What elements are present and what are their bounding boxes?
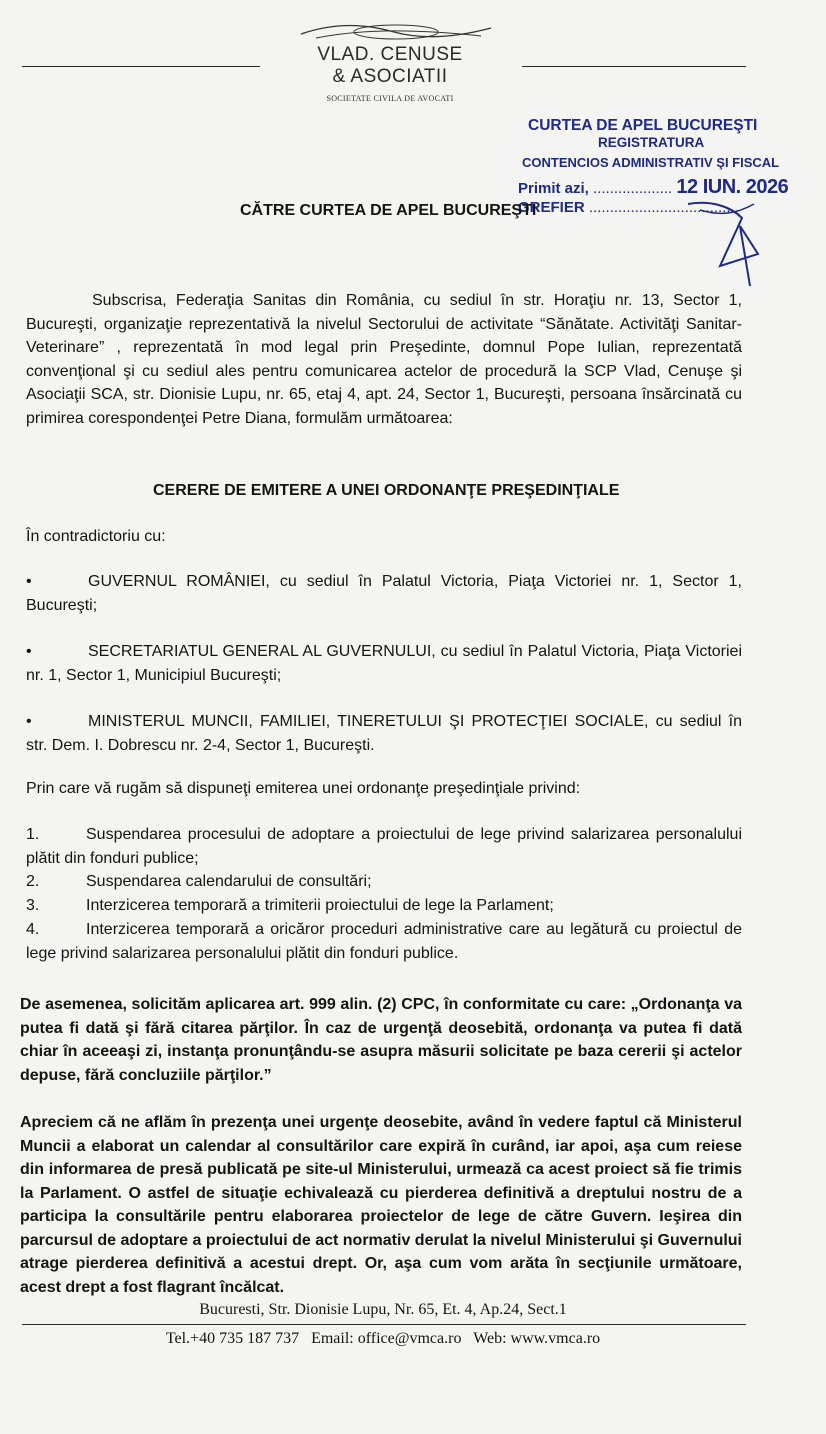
stamp-section: CONTENCIOS ADMINISTRATIV ŞI FISCAL bbox=[522, 155, 780, 170]
footer-tel: Tel.+40 735 187 737 bbox=[165, 1330, 300, 1347]
firm-name-line2: & ASOCIATII bbox=[332, 66, 448, 87]
request-intro: Prin care vă rugăm să dispuneţi emiterea unei ordonanţe preşedinţiale privind: bbox=[26, 780, 581, 797]
party-text: SECRETARIATUL GENERAL AL GUVERNULUI, cu sediul în Palatul Victoria, Piaţa Victoriei nr. 1, Sector 1, Municipiul Bucureşti; bbox=[26, 643, 742, 684]
party-text: MINISTERUL MUNCII, FAMILIEI, TINERETULUI ŞI PROTECŢIEI SOCIALE, cu sediul în str. Dem. I. Dobrescu nr. 2-4, Sector 1, Bucureşti. bbox=[26, 713, 742, 754]
request-text: Suspendarea procesului de adoptare a proiectului de lege privind salarizarea personalului plătit din fonduri publice; bbox=[26, 826, 742, 867]
request-item bbox=[26, 918, 742, 965]
party-text: GUVERNUL ROMÂNIEI, cu sediul în Palatul Victoria, Piaţa Victoriei nr. 1, Sector 1, Bucureşti; bbox=[26, 573, 742, 614]
firm-type: SOCIETATE CIVILA DE AVOCATI bbox=[326, 94, 454, 103]
firm-logo-flourish bbox=[296, 20, 496, 44]
stamp-received: Primit azi, ................... 12 IUN. 2026 bbox=[518, 176, 789, 198]
party-item bbox=[26, 710, 742, 757]
request-text: Interzicerea temporară a trimiterii proiectului de lege la Parlament; bbox=[86, 897, 554, 914]
party-item bbox=[26, 570, 742, 617]
request-text: Suspendarea calendarului de consultări; bbox=[86, 873, 372, 890]
header-rule-left bbox=[22, 66, 260, 67]
request-item bbox=[26, 894, 742, 918]
request-number: 2. bbox=[26, 873, 40, 890]
clerk-signature bbox=[680, 196, 770, 296]
footer-address: Bucuresti, Str. Dionisie Lupu, Nr. 65, Et. 4, Ap.24, Sect.1 bbox=[199, 1301, 567, 1318]
footer-web[interactable]: Web: www.vmca.ro bbox=[473, 1330, 601, 1347]
stamp-registry: REGISTRATURA bbox=[598, 135, 705, 150]
firm-name-line1: VLAD. CENUSE bbox=[317, 44, 463, 65]
bullet: • bbox=[26, 643, 32, 660]
stamp-clerk-label: GREFIER bbox=[518, 199, 585, 216]
footer-contacts bbox=[0, 1330, 796, 1348]
request-number: 3. bbox=[26, 897, 40, 914]
footer-rule bbox=[22, 1324, 746, 1325]
request-text: Interzicerea temporară a oricăror proceduri administrative care au legătură cu proiectul de lege privind salarizarea personalului plătit din fonduri publice. bbox=[26, 921, 742, 962]
request-item bbox=[26, 823, 742, 870]
request-number: 1. bbox=[26, 826, 40, 843]
request-number: 4. bbox=[26, 921, 40, 938]
footer-email[interactable]: Email: office@vmca.ro bbox=[311, 1330, 462, 1347]
urgency-paragraph: Apreciem că ne aflăm în prezenţa unei urgenţe deosebite, având în vedere faptul că Ministerul Muncii a elaborat un calendar al consultărilor care expiră în curând, iar apoi, aşa cum reiese din informarea de presă publicată pe site-ul Ministerului, urmează ca acest proiect să fie trimis la Parlament. O astfel de situaţie echivalează cu pierderea definitivă a dreptului nostru de a participa la consultările pentru elaborarea proiectelor de lege de către Guvern. Ieşirea din parcursul de adoptare a proiectului de act normativ derulat la nivelul Ministerului şi Guvernului atrage pierderea definitivă a acestui drept. Or, aşa cum vom arăta în secţiunile următoare, acest drept a fost flagrant încălcat. bbox=[20, 1114, 742, 1296]
request-item bbox=[26, 870, 742, 894]
document-title: CERERE DE EMITERE A UNEI ORDONANŢE PREŞEDINŢIALE bbox=[153, 482, 620, 499]
bullet: • bbox=[26, 713, 32, 730]
stamp-received-label: Primit azi, bbox=[518, 180, 589, 197]
bullet: • bbox=[26, 573, 32, 590]
party-item bbox=[26, 640, 742, 687]
article-999-paragraph: De asemenea, solicităm aplicarea art. 999 alin. (2) CPC, în conformitate cu care: „Ordonanţa va putea fi dată şi fără citarea părţilor. În caz de urgenţă deosebită, ordonanţa va putea fi dată chiar în aceeaşi zi, instanţa pronunţându-se asupra măsurii solicitate pe baza cererii şi actelor depuse, fără concluziile părţilor.” bbox=[20, 996, 742, 1084]
stamp-date: 12 IUN. 2026 bbox=[676, 176, 789, 198]
intro-paragraph: Subscrisa, Federaţia Sanitas din România, cu sediul în str. Horaţiu nr. 13, Sector 1, Bucureşti, organizaţie reprezentativă la nivelul Sectorului de activitate “Sănătate. Activităţi Sanitar-Veterinare” , reprezentată în mod legal prin Preşedinte, domnul Pope Iulian, reprezentată convenţional şi cu sediul ales pentru comunicarea actelor de procedură la SCP Vlad, Cenuşe şi Asociaţii SCA, str. Dionisie Lupu, nr. 65, etaj 4, apt. 24, Sector 1, Bucureşti, persoana însărcinată cu primirea corespondenţei Petre Diana, formulăm următoarea: bbox=[26, 292, 742, 427]
stamp-court: CURTEA DE APEL BUCUREŞTI bbox=[528, 117, 758, 134]
stamp-clerk: GREFIER .................................... bbox=[518, 199, 739, 216]
header-rule-right bbox=[522, 66, 746, 67]
addressee: CĂTRE CURTEA DE APEL BUCUREŞTI bbox=[240, 202, 537, 219]
contradictory-label: În contradictoriu cu: bbox=[26, 528, 166, 545]
